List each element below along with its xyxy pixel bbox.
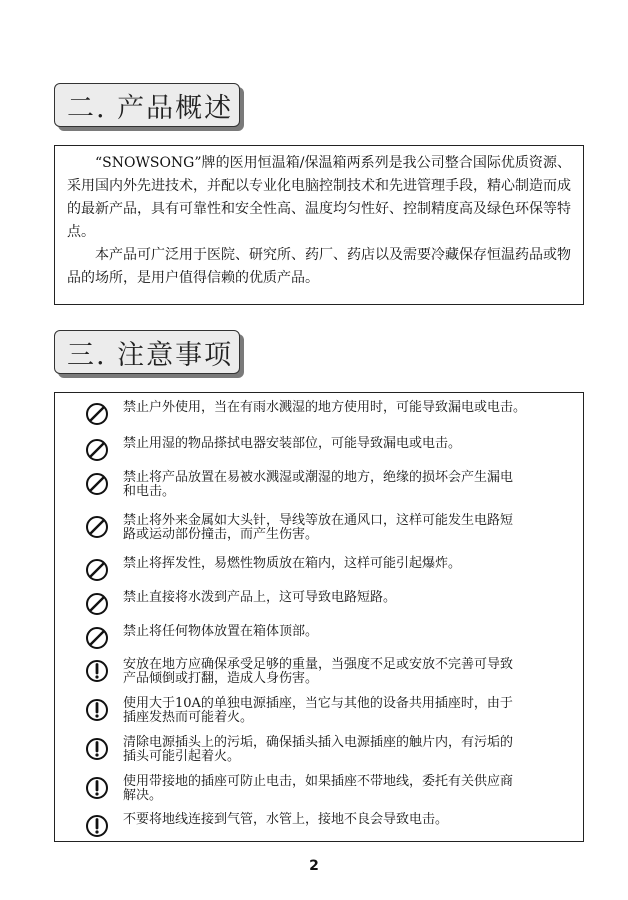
caution-item [85,471,565,499]
caution-text-line: 禁止户外使用，当在有雨水溅湿的地方使用时，可能导致漏电或电击。 [123,400,527,415]
caution-item [85,514,565,542]
prohibition-icon [85,402,109,426]
prohibition-icon [85,438,109,462]
caution-item [85,813,565,838]
caution-item [85,736,565,764]
prohibition-icon [85,592,109,616]
caution-item [85,625,565,650]
section-2-heading [54,83,240,127]
caution-text-line: 使用带接地的插座可防止电击，如果插座不带地线，委托有关供应商 [123,774,514,789]
prohibition-icon [85,558,109,582]
page-number: 2 [309,858,319,874]
caution-text-line: 产品倾倒或打翻，造成人身伤害。 [123,671,319,686]
caution-text-line: 使用大于10A的单独电源插座，当它与其他的设备共用插座时，由于 [123,696,513,711]
section-3-title: 三. 注意事项 [67,339,234,371]
caution-item [85,437,565,462]
product-overview-box [54,145,584,305]
prohibition-icon [85,626,109,650]
caution-text-line: 清除电源插头上的污垢，确保插头插入电源插座的触片内，有污垢的 [123,735,514,750]
caution-item [85,775,565,803]
caution-text-line: 插头可能引起着火。 [123,749,241,764]
overview-paragraph-1: “SNOWSONG”牌的医用恒温箱/保温箱两系列是我公司整合国际优质资源、采用国内外先进技术，并配以专业化电脑控制技术和先进管理手段，精心制造而成的最新产品，具有可靠性和安全性高、温度均匀性好、控制精度高及绿色环保等特点。 [67,155,571,240]
prohibition-icon [85,472,109,496]
warning-icon [85,776,109,800]
caution-text-line: 和电击。 [123,484,176,499]
caution-item [85,697,565,725]
caution-text-line: 禁止将产品放置在易被水溅湿或潮湿的地方，绝缘的损坏会产生漏电 [123,470,514,485]
caution-text-line: 安放在地方应确保承受足够的重量，当强度不足或安放不完善可导致 [123,657,514,672]
caution-item [85,557,565,582]
caution-item [85,591,565,616]
caution-item [85,658,565,686]
prohibition-icon [85,515,109,539]
overview-paragraph-2: 本产品可广泛用于医院、研究所、药厂、药店以及需要冷藏保存恒温药品或物品的场所，是用户值得信赖的优质产品。 [67,247,571,286]
warning-icon [85,698,109,722]
caution-text-line: 不要将地线连接到气管，水管上，接地不良会导致电击。 [123,812,449,827]
cautions-box [54,392,584,842]
caution-text-line: 禁止将任何物体放置在箱体顶部。 [123,624,319,639]
warning-icon [85,659,109,683]
caution-item [85,401,565,426]
section-2-title: 二. 产品概述 [67,92,234,124]
section-3-heading [54,330,240,374]
caution-text-line: 禁止将挥发性，易燃性物质放在箱内，这样可能引起爆炸。 [123,556,462,571]
warning-icon [85,737,109,761]
warning-icon [85,814,109,838]
caution-text-line: 解决。 [123,788,163,803]
caution-text-line: 禁止直接将水泼到产品上，这可导致电路短路。 [123,590,397,605]
caution-text-line: 禁止将外来金属如大头针，导线等放在通风口，这样可能发生电路短 [123,513,514,528]
caution-text-line: 插座发热而可能着火。 [123,710,254,725]
caution-text-line: 路或运动部份撞击，而产生伤害。 [123,527,319,542]
caution-text-line: 禁止用湿的物品搽拭电器安装部位，可能导致漏电或电击。 [123,436,462,451]
